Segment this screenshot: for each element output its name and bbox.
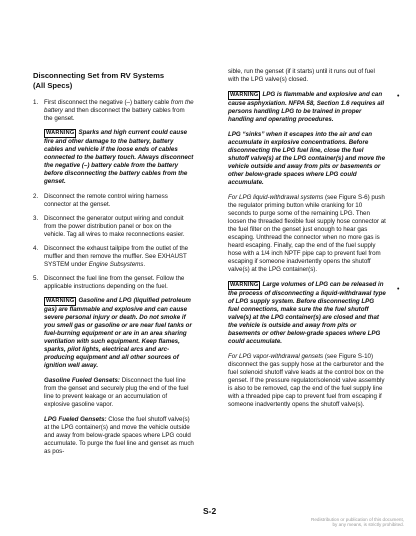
vapor-withdrawal-paragraph: For LPG vapor-withdrawal gensets (see Figure S-10) disconnect the gas supply hose at the carburetor and the fuel solenoid shutoff valve leads at the control box on the genset. If the pressure regulator/solenoid valve assembly is also to be removed, cap the end of the fuel supply line with a threaded pipe cap to prevent fuel from escaping if someone inadvertently opens the shutoff valve(s). [228,353,385,409]
warning-paragraph: WARNING LPG is flammable and explosive and can cause asphyxiation. NFPA 58, Section 1.6 requires all persons handling LPG to be trained in proper handling and operating procedures. [228,91,385,123]
step-list [33,193,194,291]
warning-paragraph: WARNING Large volumes of LPG can be released in the process of disconnecting a liquid-withdrawal type of LPG supply system. Before disconnecting LPG fuel connections, make sure the the fuel shutoff valve(s) at the LPG container(s) are closed and that the vehicle is outside and away from pits or basements or other below-grade spaces where LPG could accumulate. [228,281,386,346]
list-item: 1. First disconnect the negative (–) battery cable from the battery and then disconnect the battery cables from the genset. [33,99,194,123]
step-list [33,99,194,123]
list-item: 4. Disconnect the exhaust tailpipe from the outlet of the muffler and then remove the muffler. See EXHAUST SYSTEM under Engine Subsystems. [33,245,189,269]
continued-paragraph: sible, run the genset (if it starts) until it runs out of fuel with the LPG valve(s) closed. [228,68,375,84]
warning-paragraph: WARNING Gasoline and LPG (liquified petroleum gas) are flammable and explosive and can cause severe personal injury or death. Do not smoke if you smell gas or gasoline or are near fuel tanks or fuel-burning equipment or are in an area sharing ventilation with such equipment. Keep flames, sparks, pilot lights, electrical arcs and arc-producing equipment and all other sources of ignition well away. [44,297,192,370]
margin-dot: • [397,93,400,100]
list-item: 2. Disconnect the remote control wiring harness connector at the genset. [33,192,168,208]
copyright-footnote: Redistribution or publication of this document, by any means, is strictly prohibited. [311,517,404,528]
left-column [33,71,194,464]
lpg-paragraph: LPG Fueled Gensets: Close the fuel shutoff valve(s) at the LPG container(s) and move the vehicle outside and away from below-grade spaces where LPG could accumulate. To purge the fuel line and genset as much as pos- [44,416,194,456]
right-column [228,68,386,417]
margin-dot: • [397,286,400,293]
warning-label: WARNING [230,282,259,289]
list-item: 5. Disconnect the fuel line from the genset. Follow the applicable instructions depending on the fuel. [33,275,185,291]
list-item: 3. Disconnect the generator output wiring and conduit from the power distribution panel or box on the vehicle. Tag all wires to make reconnections easier. [33,214,185,239]
gasoline-paragraph: Gasoline Fueled Gensets: Disconnect the fuel line from the genset and securely plug the end of the fuel line to prevent leakage or an accumulation of explosive gasoline vapor. [44,377,189,409]
lpg-sinks-paragraph: LPG “sinks” when it escapes into the air and can accumulate in explosive concentrations. Before disconnecting the LPG fuel line, close the fuel shutoff valve(s) at the LPG container(s) and move the vehicle outside and away from pits or basements or other below-grade spaces where LPG could accumulate. [228,130,386,186]
warning-label: WARNING [46,130,75,137]
liquid-withdrawal-paragraph: For LPG liquid-withdrawal systems (see Figure S-6) push the regulator priming button while cranking for 10 seconds to purge some of the remaining LPG. Then loosen the threaded flexible fuel supply hose connector at the fuel filter on the genset just enough to hear gas escaping. Unthread the connector when no more gas is heard escaping. Finally, cap the end of the fuel supply hose with a 1/4 inch NPTF pipe cap to prevent fuel from escaping if someone inadvertently opens the shutoff valve(s) at the LPG container(s). [228,193,386,274]
section-heading: Disconnecting Set from RV Systems (All Specs) [33,71,165,90]
page-number: S-2 [203,506,217,516]
warning-label: WARNING [230,92,259,99]
warning-paragraph: WARNING Sparks and high current could cause fire and other damage to the battery, battery cables and vehicle if the loose ends of cables connected to the battery touch. Always disconnect the negative (–) battery cable from the battery before disconnecting the battery cables from the genset. [44,129,194,185]
warning-label: WARNING [46,298,75,305]
